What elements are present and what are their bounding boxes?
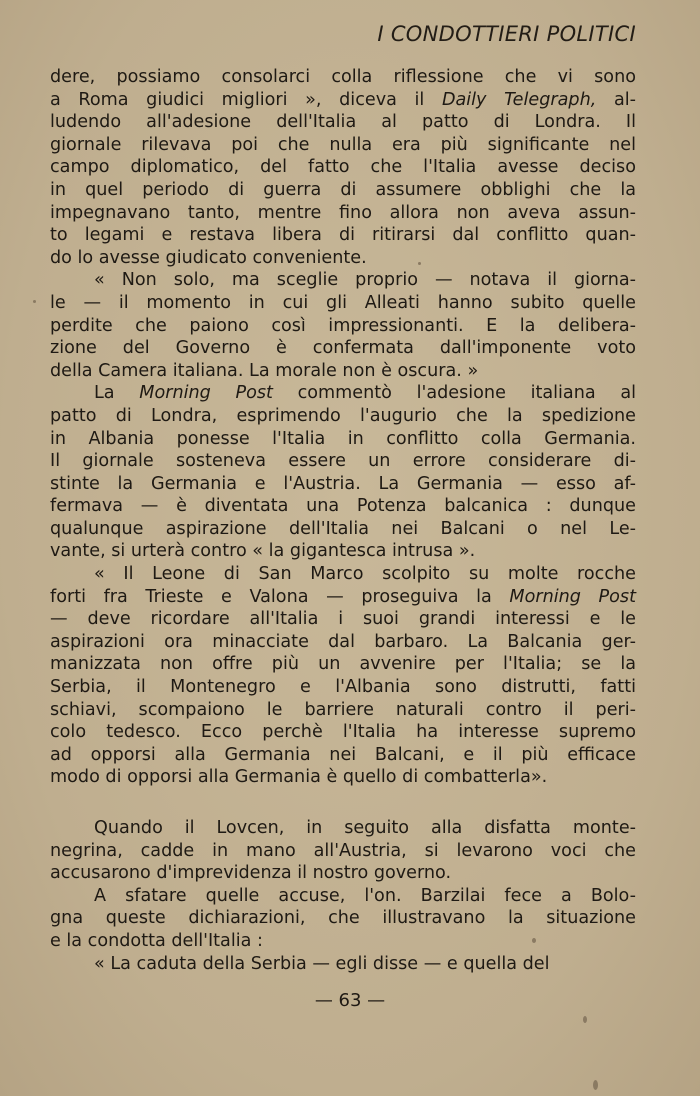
text-run: impegnavano tanto, mentre fino allora non aveva assun- — [50, 202, 636, 223]
text-run: giornale rilevava poi che nulla era più significante nel — [50, 134, 636, 155]
paragraph — [50, 563, 636, 789]
text-run: manizzata non offre più un avvenire per l'Italia; se la — [50, 654, 636, 675]
text-line — [50, 676, 636, 699]
text-line — [50, 721, 636, 744]
text-run: qualunque aspirazione dell'Italia nei Balcani o nel Le- — [50, 518, 636, 539]
text-run: a Roma giudici migliori », diceva il — [50, 89, 442, 110]
italic-title: Daily Telegraph, — [441, 89, 597, 110]
text-line — [50, 840, 636, 863]
paragraph — [50, 382, 636, 563]
text-line — [50, 907, 636, 930]
text-line — [50, 653, 636, 676]
text-run: forti fra Trieste e Valona — proseguiva la — [50, 586, 510, 607]
text-run: negrina, cadde in mano all'Austria, si levarono voci che — [50, 840, 636, 861]
text-run: campo diplomatico, del fatto che l'Italia avesse deciso — [50, 157, 636, 178]
text-line — [50, 518, 636, 541]
text-line — [50, 930, 636, 953]
paragraph — [50, 66, 636, 269]
text-line — [50, 862, 636, 885]
text-run: gna queste dichiarazioni, che illustravano la situazione — [50, 908, 636, 929]
text-line — [50, 66, 636, 89]
text-line — [50, 202, 636, 225]
text-line — [50, 766, 636, 789]
text-run: commentò l'adesione italiana al — [272, 383, 636, 404]
text-line — [50, 89, 636, 112]
text-run: le — il momento in cui gli Alleati hanno subito quelle — [50, 292, 636, 313]
text-line — [50, 563, 636, 586]
text-run: A sfatare quelle accuse, l'on. Barzilai fece a Bolo- — [94, 885, 636, 906]
italic-title: Morning Post — [139, 383, 273, 404]
text-run: stinte la Germania e l'Austria. La Germania — esso af- — [50, 473, 636, 494]
text-run: to legami e restava libera di ritirarsi dal conflitto quan- — [50, 225, 636, 246]
text-run: modo di opporsi alla Germania è quello di combatterla». — [50, 767, 548, 788]
text-run: Il giornale sosteneva essere un errore considerare di- — [50, 451, 636, 472]
paragraph — [50, 885, 636, 953]
paper-speck — [418, 262, 421, 265]
text-run: zione del Governo è confermata dall'imponente voto — [50, 338, 636, 359]
text-line — [50, 360, 636, 383]
text-run: aspirazioni ora minacciate dal barbaro. La Balcania ger- — [50, 631, 636, 652]
text-line — [50, 885, 636, 908]
page-number: — 63 — — [314, 990, 386, 1011]
section-gap — [50, 789, 636, 817]
text-line — [50, 111, 636, 134]
text-run: « La caduta della Serbia — egli disse — e quella del — [94, 953, 550, 974]
text-run: ad opporsi alla Germania nei Balcani, e il più efficace — [50, 744, 636, 765]
italic-title: Morning Post — [509, 586, 636, 607]
text-run: ludendo all'adesione dell'Italia al patto di Londra. Il — [50, 112, 636, 133]
text-line — [50, 405, 636, 428]
text-line — [50, 608, 636, 631]
text-run: e la condotta dell'Italia : — [50, 930, 263, 951]
paragraph — [50, 269, 636, 382]
text-line — [50, 134, 636, 157]
text-line — [50, 540, 636, 563]
text-run: colo tedesco. Ecco perchè l'Italia ha interesse supremo — [50, 722, 636, 743]
text-run: della Camera italiana. La morale non è oscura. » — [50, 360, 479, 381]
text-run: perdite che paiono così impressionanti. E la delibera- — [50, 315, 636, 336]
body-text — [50, 66, 636, 975]
text-line — [50, 337, 636, 360]
text-line — [50, 586, 636, 609]
paper-speck — [532, 938, 536, 943]
text-run: La — [94, 383, 140, 404]
text-line — [50, 473, 636, 496]
text-run: schiavi, scompaiono le barriere naturali contro il peri- — [50, 699, 636, 720]
text-line — [50, 382, 636, 405]
paragraph — [50, 817, 636, 885]
text-line — [50, 428, 636, 451]
text-run: fermava — è diventata una Potenza balcanica : dunque — [50, 496, 636, 517]
text-run: accusarono d'imprevidenza il nostro governo. — [50, 863, 452, 884]
text-line — [50, 744, 636, 767]
text-line — [50, 450, 636, 473]
paper-speck — [593, 1080, 598, 1090]
text-line — [50, 269, 636, 292]
paper-speck — [33, 300, 36, 303]
text-run: Quando il Lovcen, in seguito alla disfatta monte- — [94, 818, 636, 838]
text-line — [50, 179, 636, 202]
text-line — [50, 953, 636, 976]
paragraph — [50, 953, 636, 976]
text-run: patto di Londra, esprimendo l'augurio che la spedizione — [50, 405, 636, 426]
text-line — [50, 247, 636, 270]
text-line — [50, 292, 636, 315]
text-line — [50, 495, 636, 518]
text-run: vante, si urterà contro « la gigantesca intrusa ». — [50, 541, 476, 562]
text-run: in quel periodo di guerra di assumere obblighi che la — [50, 179, 636, 200]
text-run: « Il Leone di San Marco scolpito su molte rocche — [94, 564, 636, 585]
text-line — [50, 156, 636, 179]
text-run: — deve ricordare all'Italia i suoi grandi interessi e le — [50, 609, 636, 630]
text-line — [50, 699, 636, 722]
text-run: Serbia, il Montenegro e l'Albania sono distrutti, fatti — [50, 677, 636, 698]
text-run: in Albania ponesse l'Italia in conflitto colla Germania. — [50, 428, 636, 449]
text-run: do lo avesse giudicato conveniente. — [50, 247, 367, 268]
text-line — [50, 315, 636, 338]
text-run: « Non solo, ma sceglie proprio — notava il giorna- — [94, 270, 636, 291]
text-run: dere, possiamo consolarci colla riflessione che vi sono — [50, 67, 636, 87]
text-line — [50, 817, 636, 840]
text-line — [50, 631, 636, 654]
text-run: al- — [596, 89, 636, 110]
running-header: I CONDOTTIERI POLITICI — [377, 22, 636, 46]
text-line — [50, 224, 636, 247]
paper-speck — [583, 1016, 587, 1023]
